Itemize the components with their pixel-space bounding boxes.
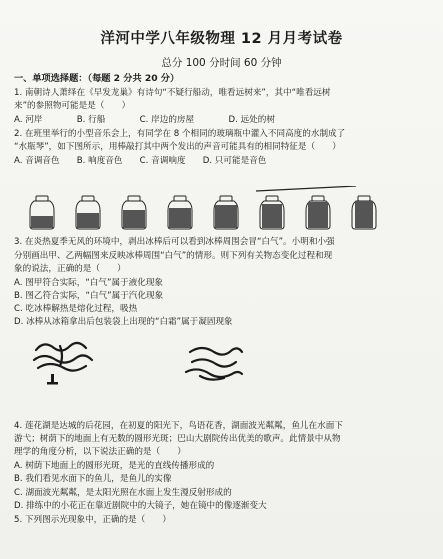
ice-pop-jia-svg	[30, 336, 110, 386]
q3-line2: 分别画出甲、乙两幅图来反映冰棒周围“白气”的情形。则下列有关物态变化过程和现	[14, 251, 333, 261]
q4-option-a: A. 树荫下地面上的圆形光斑，是光的直线传播形成的	[14, 461, 215, 471]
water-bottles-figure	[26, 186, 406, 230]
bottle-4	[168, 196, 192, 229]
q2-options: A. 音调音色 B. 响度音色 C. 音调响度 D. 只可能是音色	[14, 156, 267, 166]
q3-line3: 象的说法，正确的是（ ）	[14, 264, 126, 274]
ice-pop-figure-yi	[180, 342, 260, 396]
q4-option-b: B. 我们看见水面下的鱼儿，是鱼儿的实像	[14, 474, 172, 484]
q1-line2: 来”的参照物可能是是（ ）	[14, 101, 131, 111]
ice-pop-stick-jia	[51, 374, 54, 383]
ice-pop-yi-svg	[180, 342, 260, 392]
bottle-2	[76, 196, 100, 229]
q4-line2: 游弋；树荫下的地面上有无数的圆形光斑；巴山大剧院传出优美的歌声。此情景中从物	[14, 434, 341, 444]
q3-line1: 3. 在炎热夏季无风的环境中，剥出冰棒后可以看到冰棒周围会冒“白气”。小明和小强	[14, 237, 335, 247]
q1-line1: 1. 南朝诗人萧绎在《早发龙巢》有诗句“不疑行船动，唯看远树来”，其中“唯看远树	[14, 88, 331, 98]
q4-line1: 4. 莲花湖是达城的后花园，在初夏的阳光下，鸟语花香，湖面波光粼粼，鱼儿在水面下	[14, 421, 343, 431]
bottle-5	[214, 196, 238, 229]
bottles-svg	[26, 186, 406, 230]
page-title: 洋河中学八年级物理 12 月月考试卷	[100, 31, 343, 47]
q4-option-d: D. 排练中的小花正在靠近剧院中的大镜子，她在镜中的像逐渐变大	[14, 501, 267, 511]
bottle-6	[260, 196, 284, 229]
q3-option-d: D. 冰棒从冰箱拿出后包装袋上出现的“白霜”属于凝固现象	[14, 317, 233, 327]
q2-line2: “水瓶琴”，如下图所示，用棒敲打其中两个发出的声音可能具有的相同特征是（ ）	[14, 142, 341, 152]
q2-line1: 2. 在班里举行的小型音乐会上，有同学在 8 个相同的玻璃瓶中灌入不同高度的水制成了	[14, 129, 346, 139]
q4-line3: 理学的角度分析，以下说法正确的是（ ）	[14, 447, 186, 457]
section-heading: 一、单项选择题：（每题 2 分共 20 分）	[14, 73, 180, 84]
page-subtitle: 总分 100 分时间 60 分钟	[161, 57, 282, 69]
q5-line1: 5. 下列图示光现象中，正确的是（ ）	[14, 515, 172, 525]
q3-option-b: B. 图乙符合实际，“白气”属于汽化现象	[14, 291, 164, 301]
q1-options: A. 河岸 B. 行船 C. 岸边的房屋 D. 远处的树	[14, 115, 275, 125]
striking-rod	[256, 186, 356, 191]
q4-option-c: C. 湖面波光粼粼，是太阳光照在水面上发生漫反射形成的	[14, 488, 232, 498]
ice-pop-figure-jia	[30, 336, 110, 390]
bottle-3	[122, 196, 146, 229]
q3-option-a: A. 图甲符合实际，“白气”属于液化现象	[14, 278, 164, 288]
bottle-8	[352, 196, 376, 229]
q3-option-c: C. 吃冰棒解热是熔化过程，吸热	[14, 304, 138, 314]
bottle-7	[306, 196, 330, 229]
bottle-1	[30, 196, 54, 229]
